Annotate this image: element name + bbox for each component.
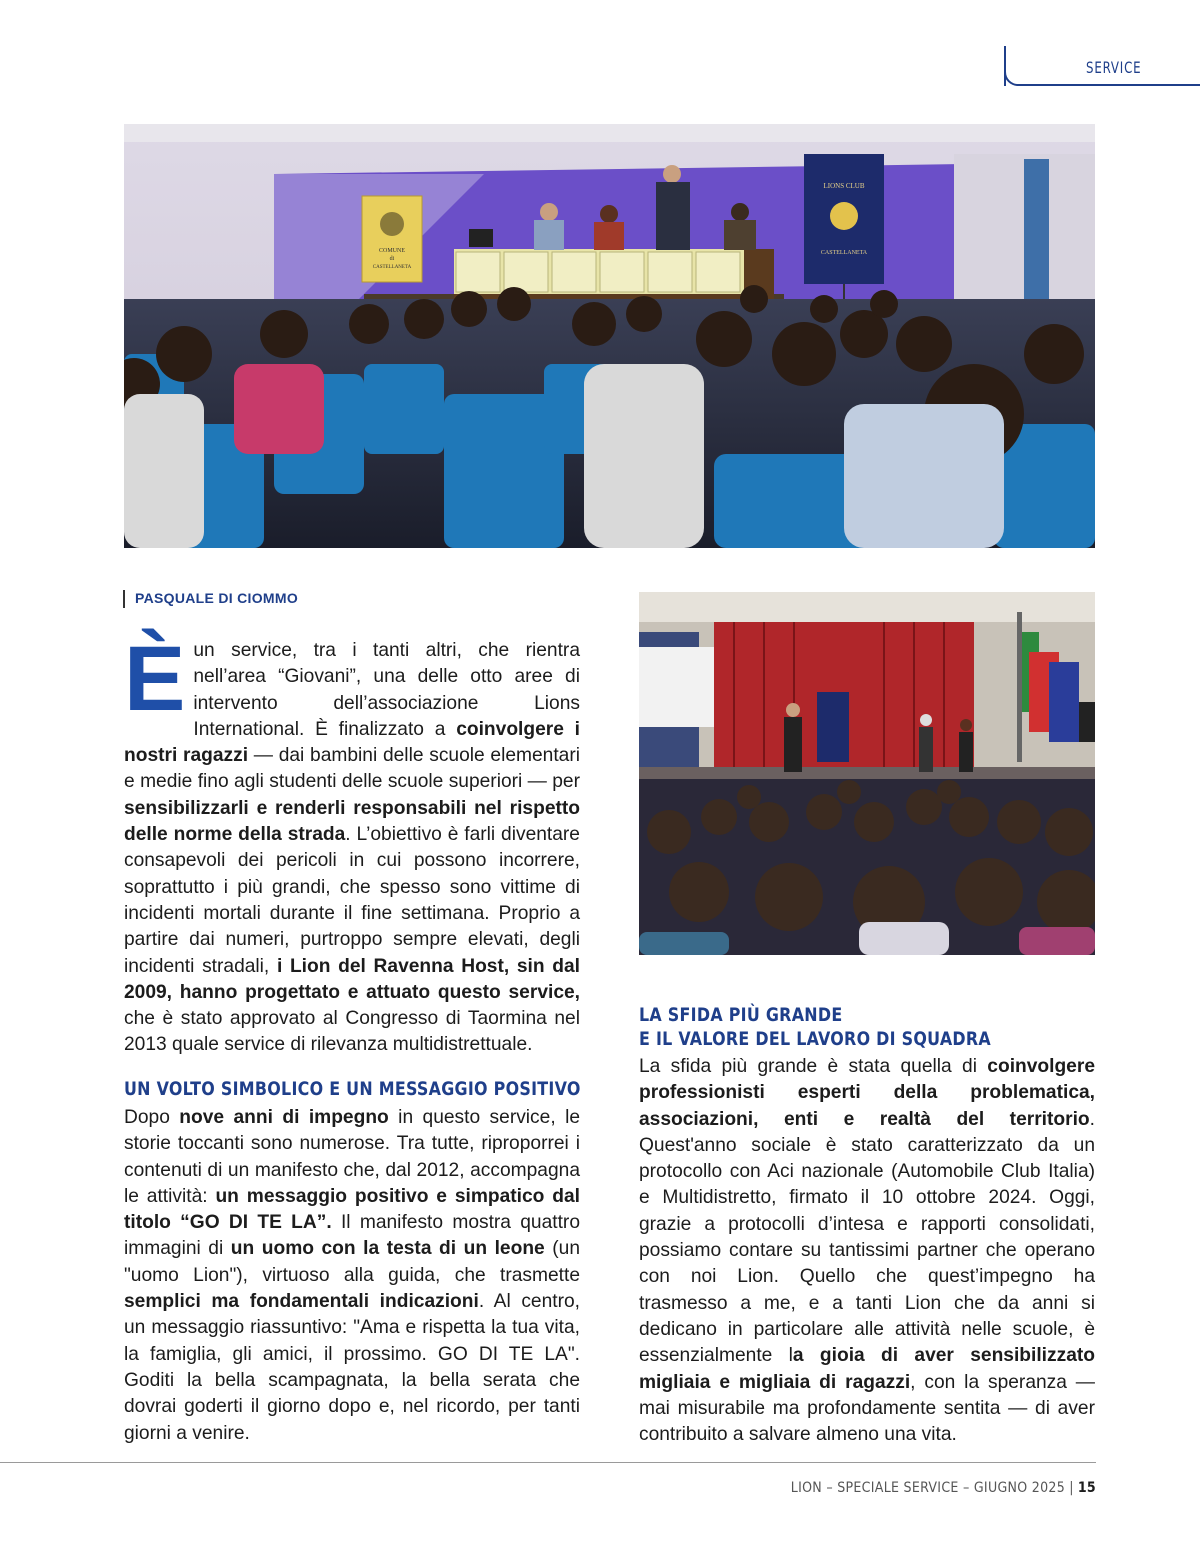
section2-text: La sfida più grande è stata quella di coinvolgere professionisti esperti della problematica, associazioni, enti e realtà del territorio. Quest'anno sociale è stato caratterizzato da un protocollo con Aci nazionale (Automobile Club Italia) e Multidistretto, firmato il 10 ottobre 2024. Oggi, grazie a protocolli d’intesa e rapporti consolidati, possiamo contare su tantissimi partner che operano con noi Lion. Quello che quest’impegno ha trasmesso a me, e a tanti Lion che da anni si dedicano in particolare alle attività nelle scuole, è essenzialmente la gioia di aver sensibilizzato migliaia e migliaia di ragazzi, con la speranza — mai misurabile ma profondamente sentita — di aver contribuito a salvare almeno una vita. [639, 1056, 1095, 1446]
byline-bar [123, 590, 125, 608]
section-heading-2 [639, 1003, 991, 1051]
auditorium-illustration [639, 592, 1095, 955]
intro-runs: un service, tra i tanti altri, che rientra nell’area “Giovani”, una delle otto aree di intervento dell’associazione Lions International. È finalizzato a coinvolgere i nostri ragazzi — dai bambini delle scuole elementari e medie fino agli studenti delle scuole superiori — per sensibilizzarli e renderli responsabili nel rispetto delle norme della strada. L’obiettivo è farli diventare consapevoli dei pericoli in cui possono incorrere, soprattutto i più grandi, che spesso sono vittime di incidenti mortali durante il fine settimana. Proprio a partire dai numeri, purtroppo sempre elevati, degli incidenti stradali, i Lion del Ravenna Host, sin dal 2009, hanno progettato e attuato questo service, che è stato approvato al Congresso di Taormina nel 2013 quale service di rilevanza multidistrettuale. [124, 640, 581, 1056]
section-heading-1: UN VOLTO SIMBOLICO E UN MESSAGGIO POSITIVO [124, 1078, 581, 1100]
section-heading-2-line2: E IL VALORE DEL LAVORO DI SQUADRA [639, 1028, 991, 1050]
section1-paragraph [124, 1105, 580, 1447]
section-heading-2-line1: LA SFIDA PIÙ GRANDE [639, 1004, 843, 1026]
comune-sign-line3: CASTELLANETA [372, 265, 412, 270]
conference-hall-illustration [124, 124, 1095, 548]
lions-emblem-icon [830, 202, 858, 230]
banner-line1: LIONS CLUB [823, 182, 865, 190]
footer-text: LION – SPECIALE SERVICE – GIUGNO 2025 | [790, 1480, 1074, 1496]
comune-coat-of-arms-icon [380, 212, 404, 236]
conference-hall-photo [124, 124, 1095, 548]
comune-sign-line1: COMUNE [378, 248, 406, 254]
page-number: 15 [1077, 1480, 1096, 1496]
projection-screen [639, 647, 714, 727]
footer-divider [0, 1462, 1096, 1463]
comune-sign-line2: di [389, 256, 395, 262]
banner-line2: CASTELLANETA [820, 250, 868, 256]
page-footer [791, 1480, 1096, 1496]
intro-text [124, 628, 581, 1059]
author-byline: PASQUALE DI CIOMMO [135, 590, 299, 606]
article-intro-paragraph [124, 628, 581, 1059]
section-tab-label: SERVICE [1086, 58, 1142, 77]
auditorium-photo [639, 592, 1095, 955]
lions-banner-small [817, 692, 849, 762]
drop-cap: È [124, 628, 186, 730]
section1-text: Dopo nove anni di impegno in questo service, le storie toccanti sono numerose. Tra tutte, riproporrei i contenuti di un manifesto che, dal 2012, accompagna le attività: un messaggio positivo e simpatico dal titolo “GO DI TE LA”. Il manifesto mostra quattro immagini di un uomo con la testa di un leone (un "uomo Lion"), virtuoso alla guida, che trasmette semplici ma fondamentali indicazioni. Al centro, un messaggio riassuntivo: "Ama e rispetta la tua vita, la famiglia, gli amici, il prossimo. GO DI TE LA". Goditi la bella scampagnata, la bella serata che dovrai goderti il giorno dopo e, nel ricordo, per tanti giorni a venire. [124, 1107, 581, 1444]
section2-paragraph [639, 1054, 1095, 1448]
